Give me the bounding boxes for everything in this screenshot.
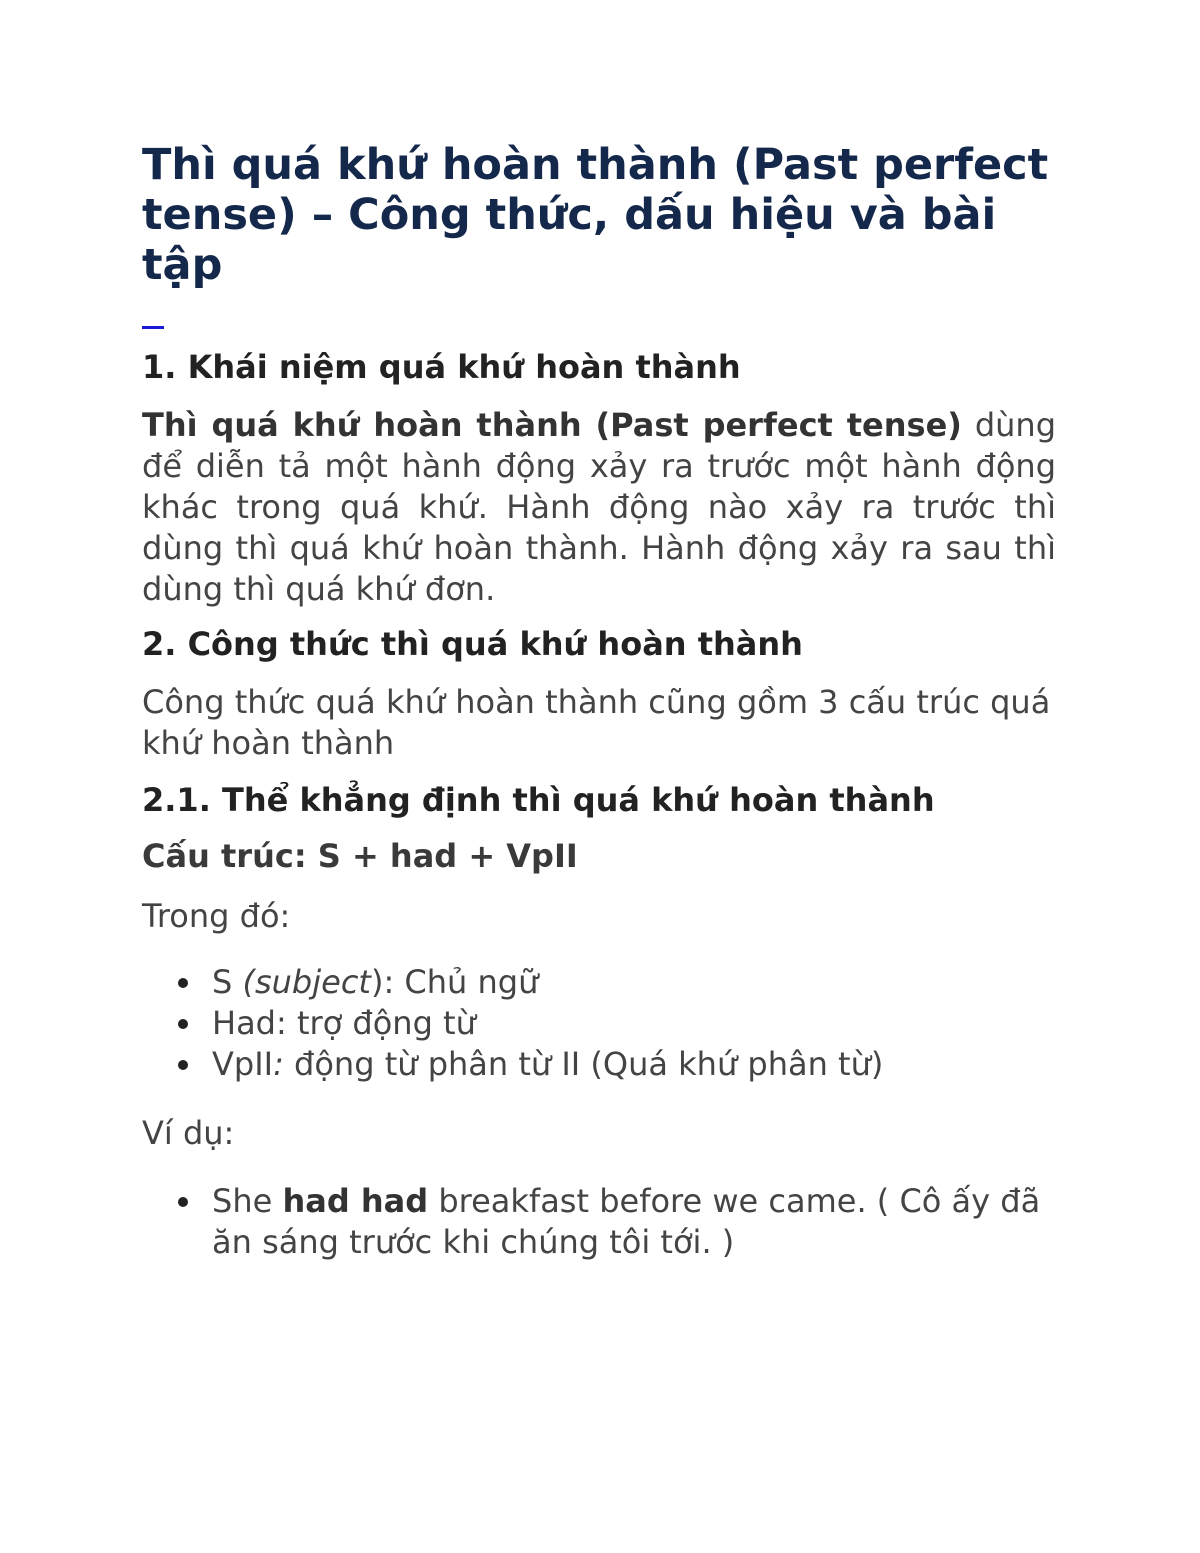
section-1-heading: 1. Khái niệm quá khứ hoàn thành [142, 348, 741, 386]
affirmative-structure: Cấu trúc: S + had + VpII [142, 837, 578, 875]
link-underline-dash[interactable] [142, 326, 164, 329]
section-2-paragraph: Công thức quá khứ hoàn thành cũng gồm 3 cấu trúc quá khứ hoàn thành [142, 683, 1051, 762]
bullet-icon [178, 978, 188, 988]
section-2-heading: 2. Công thức thì quá khứ hoàn thành [142, 625, 803, 663]
document-title: Thì quá khứ hoàn thành (Past perfect tense) – Công thức, dấu hiệu và bài tập [142, 140, 1049, 290]
section-1-paragraph [142, 405, 1056, 610]
section-2-1-heading: 2.1. Thể khẳng định thì quá khứ hoàn thành [142, 781, 935, 819]
list-item: She had had breakfast before we came. ( Cô ấy đã ăn sáng trước khi chúng tôi tới. ) [212, 1181, 1056, 1263]
document-page [142, 140, 1056, 1263]
example-verb: had had [282, 1182, 429, 1220]
where-label: Trong đó: [142, 897, 291, 935]
past-perfect-term: Thì quá khứ hoàn thành (Past perfect tense) [142, 406, 962, 444]
list-item: Had: trợ động từ [212, 1003, 1056, 1044]
section-1-text: dùng để diễn tả một hành động xảy ra trước một hành động khác trong quá khứ. Hành động nào xảy ra trước thì dùng thì quá khứ hoàn thành. Hành động xảy ra sau thì dùng thì quá khứ đơn. [142, 406, 1057, 608]
bullet-icon [178, 1197, 188, 1207]
list-item: VpII: động từ phân từ II (Quá khứ phân từ) [212, 1044, 1056, 1085]
bullet-icon [178, 1060, 188, 1070]
definition-list [142, 962, 1056, 1085]
bullet-icon [178, 1019, 188, 1029]
example-list [142, 1181, 1056, 1263]
example-label: Ví dụ: [142, 1114, 235, 1152]
list-item: S (subject): Chủ ngữ [212, 962, 1056, 1003]
